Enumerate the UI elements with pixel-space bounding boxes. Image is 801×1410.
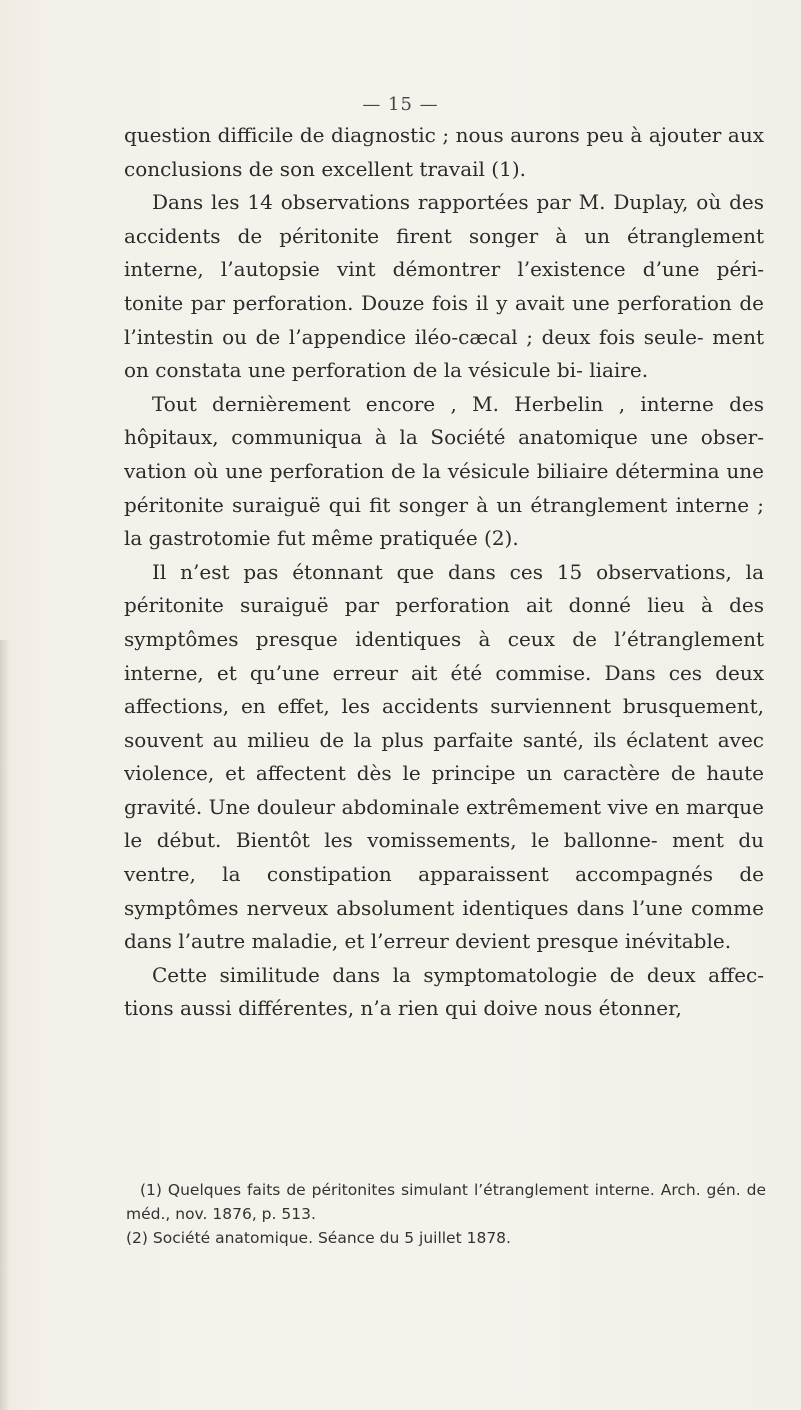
body-text [124,119,764,1026]
footnotes [126,1178,766,1250]
paragraph: Cette similitude dans la symptomatologie de deux affec- tions aussi différentes, n’a rien qui doive nous étonner, [124,962,764,1021]
footnote-2: (2) Société anatomique. Séance du 5 juillet 1878. [126,1229,511,1247]
paragraph: Tout dernièrement encore , M. Herbelin , interne des hôpitaux, communiqua à la Société anatomique une obser- vation où une perforation de la vésicule biliaire détermina une péritonite suraiguë qui fit songer à un étranglement interne ; la gastrotomie fut même pratiquée (2). [124,391,764,551]
paragraph: Il n’est pas étonnant que dans ces 15 observations, la péritonite suraiguë par perforation ait donné lieu à des symptômes presque identiques à ceux de l’étranglement interne, et qu’une erreur ait été commise. Dans ces deux affections, en effet, les accidents surviennent brusquement, souvent au milieu de la plus parfaite santé, ils éclatent avec violence, et affectent dès le principe un caractère de haute gravité. Une douleur abdominale extrêmement vive en marque le début. Bientôt les vomissements, le ballonne- ment du ventre, la constipation apparaissent accompagnés de symptômes nerveux absolument identiques dans l’une comme dans l’autre maladie, et l’erreur devient presque inévitable. [124,559,764,954]
page-binding-edge [0,640,10,1410]
footnote-1: (1) Quelques faits de péritonites simulant l’étranglement interne. Arch. gén. de méd., nov. 1876, p. 513. [126,1181,766,1223]
paragraph-continuation: question difficile de diagnostic ; nous aurons peu à ajouter aux conclusions de son excellent travail (1). [124,123,764,181]
paragraph: Dans les 14 observations rapportées par M. Duplay, où des accidents de péritonite firent songer à un étranglement interne, l’autopsie vint démontrer l’existence d’une péri- tonite par perforation. Douze fois il y avait une perforation de l’intestin ou de l’appendice iléo-cæcal ; deux fois seule- ment on constata une perforation de la vésicule bi- liaire. [124,190,764,383]
page-number: — 15 — [362,94,439,115]
